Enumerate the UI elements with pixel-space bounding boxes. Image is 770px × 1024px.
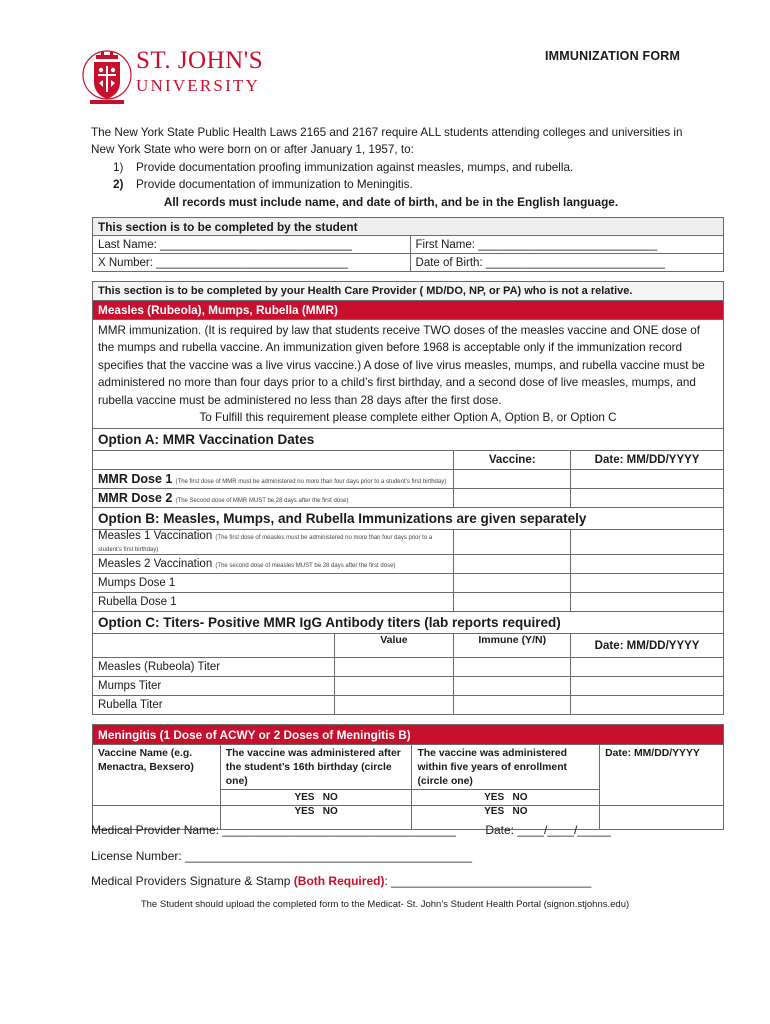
mmr-dose-2-text: MMR Dose 2 [98, 491, 173, 506]
upload-instruction: The Student should upload the completed form to the Medicat- St. John’s Student Health Portal (signon.stjohns.edu) [140, 899, 630, 910]
license-number-field[interactable]: License Number: ___________________________________________ [91, 849, 473, 863]
measles-1-date-field[interactable] [571, 530, 724, 555]
signature-required-note: (Both Required) [293, 874, 385, 888]
measles-titer-date-field[interactable] [571, 658, 724, 677]
student-section-header: This section is to be completed by the student [93, 218, 724, 236]
meningitis-date-header: Date: MM/DD/YYYY [600, 745, 724, 806]
rubella-dose-1-date-field[interactable] [571, 593, 724, 612]
meningitis-dose-1-after16-choice[interactable] [220, 790, 412, 806]
meningitis-dose-2-date-field[interactable] [600, 806, 724, 830]
mumps-titer-date-field[interactable] [571, 677, 724, 696]
titer-date-header: Date: MM/DD/YYYY [571, 634, 724, 658]
mumps-dose-1-label: Mumps Dose 1 [93, 574, 454, 593]
no-option[interactable]: NO [322, 792, 338, 803]
university-logo [80, 42, 280, 108]
measles-1-label [93, 530, 454, 555]
mmr-requirements-paragraph: MMR immunization. (It is required by law that students receive TWO doses of the measles vaccine and ONE dose of the mumps and rubella vaccine. An immunization given before 1968 is acceptable only if the immunization record specifies that the vaccine was a live virus vaccine.) A dose of live virus measles, mumps, and rubella vaccine must be administered no more than four days prior to a child’s first birthday, and a second dose of live measles, mumps, and rubella vaccine must be administered no less than 28 days after the first dose. [98, 324, 705, 407]
mmr-dose-1-note: (The first dose of MMR must be administered no more than four days prior to a student’s first birthday) [175, 479, 447, 486]
provider-name-field[interactable]: Medical Provider Name: ___________________________________ [91, 823, 456, 837]
option-a-blank-header [93, 451, 454, 470]
requirements-list [91, 159, 691, 194]
requirement-item [91, 159, 691, 176]
signature-line [91, 874, 591, 888]
logo-university-line: UNIVERSITY [136, 76, 260, 95]
mmr-dose-2-label [93, 489, 454, 508]
meningitis-after-16-header: The vaccine was administered after the student’s 16th birthday (circle one) [220, 745, 412, 790]
rubella-titer-label: Rubella Titer [93, 696, 335, 715]
student-section-table [92, 217, 724, 272]
mmr-requirements-text [93, 320, 724, 429]
measles-titer-immune-field[interactable] [454, 658, 571, 677]
provider-section-header: This section is to be completed by your Health Care Provider ( MD/DO, NP, or PA) who is not a relative. [93, 282, 724, 301]
mumps-titer-immune-field[interactable] [454, 677, 571, 696]
mmr-dose-1-vaccine-field[interactable] [454, 470, 571, 489]
meningitis-section-bar: Meningitis (1 Dose of ACWY or 2 Doses of Meningitis B) [93, 725, 724, 745]
requirement-item [91, 176, 691, 193]
measles-2-text: Measles 2 Vaccination [98, 558, 213, 571]
mmr-dose-2-note: (The Second dose of MMR MUST be 28 days after the first dose) [175, 498, 349, 505]
mumps-titer-value-field[interactable] [334, 677, 454, 696]
mmr-dose-2-date-field[interactable] [571, 489, 724, 508]
requirement-text: Provide documentation proofing immunization against measles, mumps, and rubella. [136, 160, 574, 174]
mumps-titer-label: Mumps Titer [93, 677, 335, 696]
form-title: IMMUNIZATION FORM [545, 49, 681, 63]
option-c-blank-header [93, 634, 335, 658]
intro-block [91, 124, 691, 211]
measles-2-date-field[interactable] [571, 555, 724, 574]
meningitis-vaccine-name-header: Vaccine Name (e.g. Menactra, Bexsero) [93, 745, 221, 806]
measles-2-field[interactable] [454, 555, 571, 574]
university-wordmark [136, 48, 263, 94]
mumps-dose-1-field[interactable] [454, 574, 571, 593]
no-option[interactable]: NO [512, 806, 528, 817]
mmr-dose-2-vaccine-field[interactable] [454, 489, 571, 508]
university-seal-icon [80, 42, 134, 108]
yes-option[interactable]: YES [484, 792, 505, 803]
mmr-dose-1-date-field[interactable] [571, 470, 724, 489]
measles-2-label [93, 555, 454, 574]
yes-option[interactable]: YES [484, 806, 505, 817]
mmr-section-bar: Measles (Rubeola), Mumps, Rubella (MMR) [93, 301, 724, 320]
measles-1-note: (The first dose of measles must be administered no more than four days prior to a student’s first birthday) [98, 535, 433, 554]
measles-titer-value-field[interactable] [334, 658, 454, 677]
measles-1-field[interactable] [454, 530, 571, 555]
provider-name-line [91, 823, 611, 837]
measles-2-note: (The second dose of measles MUST be 28 days after the first dose) [215, 563, 396, 570]
first-name-field[interactable]: First Name: ____________________________ [410, 236, 723, 254]
meningitis-table [92, 724, 724, 830]
requirement-text: Provide documentation of immunization to Meningitis. [136, 178, 413, 192]
rubella-titer-value-field[interactable] [334, 696, 454, 715]
meningitis-dose-1-within5-choice[interactable] [412, 790, 600, 806]
signature-field[interactable]: : ______________________________ [384, 874, 592, 888]
rubella-dose-1-label: Rubella Dose 1 [93, 593, 454, 612]
rubella-dose-1-field[interactable] [454, 593, 571, 612]
provider-date-field[interactable]: Date: ____/____/_____ [485, 823, 611, 837]
mmr-dose-1-text: MMR Dose 1 [98, 472, 173, 487]
x-number-field[interactable]: X Number: ______________________________ [93, 254, 411, 272]
logo-name-line: ST. JOHN'S [136, 47, 264, 74]
rubella-titer-date-field[interactable] [571, 696, 724, 715]
provider-section-table [92, 281, 724, 715]
meningitis-within-5-header: The vaccine was administered within five years of enrollment (circle one) [412, 745, 600, 790]
yes-option[interactable]: YES [294, 806, 315, 817]
option-b-title: Option B: Measles, Mumps, and Rubella Immunizations are given separately [93, 508, 724, 530]
titer-value-header: Value [334, 634, 454, 658]
mumps-dose-1-date-field[interactable] [571, 574, 724, 593]
requirement-number: 2) [113, 178, 124, 192]
option-a-title: Option A: MMR Vaccination Dates [93, 429, 724, 451]
titer-immune-header: Immune (Y/N) [454, 634, 571, 658]
yes-option[interactable]: YES [294, 792, 315, 803]
intro-paragraph: The New York State Public Health Laws 2165 and 2167 require ALL students attending colleges and universities in New York State who were born on or after January 1, 1957, to: [91, 126, 683, 157]
no-option[interactable]: NO [322, 806, 338, 817]
no-option[interactable]: NO [512, 792, 528, 803]
date-of-birth-field[interactable]: Date of Birth: ____________________________ [410, 254, 723, 272]
measles-titer-label: Measles (Rubeola) Titer [93, 658, 335, 677]
rubella-titer-immune-field[interactable] [454, 696, 571, 715]
option-a-date-header: Date: MM/DD/YYYY [571, 451, 724, 470]
mmr-fulfill-instruction: To Fulfill this requirement please complete either Option A, Option B, or Option C [199, 411, 617, 425]
requirement-number: 1) [113, 160, 124, 174]
option-c-title: Option C: Titers- Positive MMR IgG Antibody titers (lab reports required) [93, 612, 724, 634]
measles-1-text: Measles 1 Vaccination [98, 530, 213, 543]
mmr-dose-1-label [93, 470, 454, 489]
option-a-vaccine-header: Vaccine: [454, 451, 571, 470]
records-note: All records must include name, and date of birth, and be in the English language. [163, 194, 619, 209]
signature-label: Medical Providers Signature & Stamp [91, 874, 291, 888]
last-name-field[interactable]: Last Name: ______________________________ [93, 236, 411, 254]
